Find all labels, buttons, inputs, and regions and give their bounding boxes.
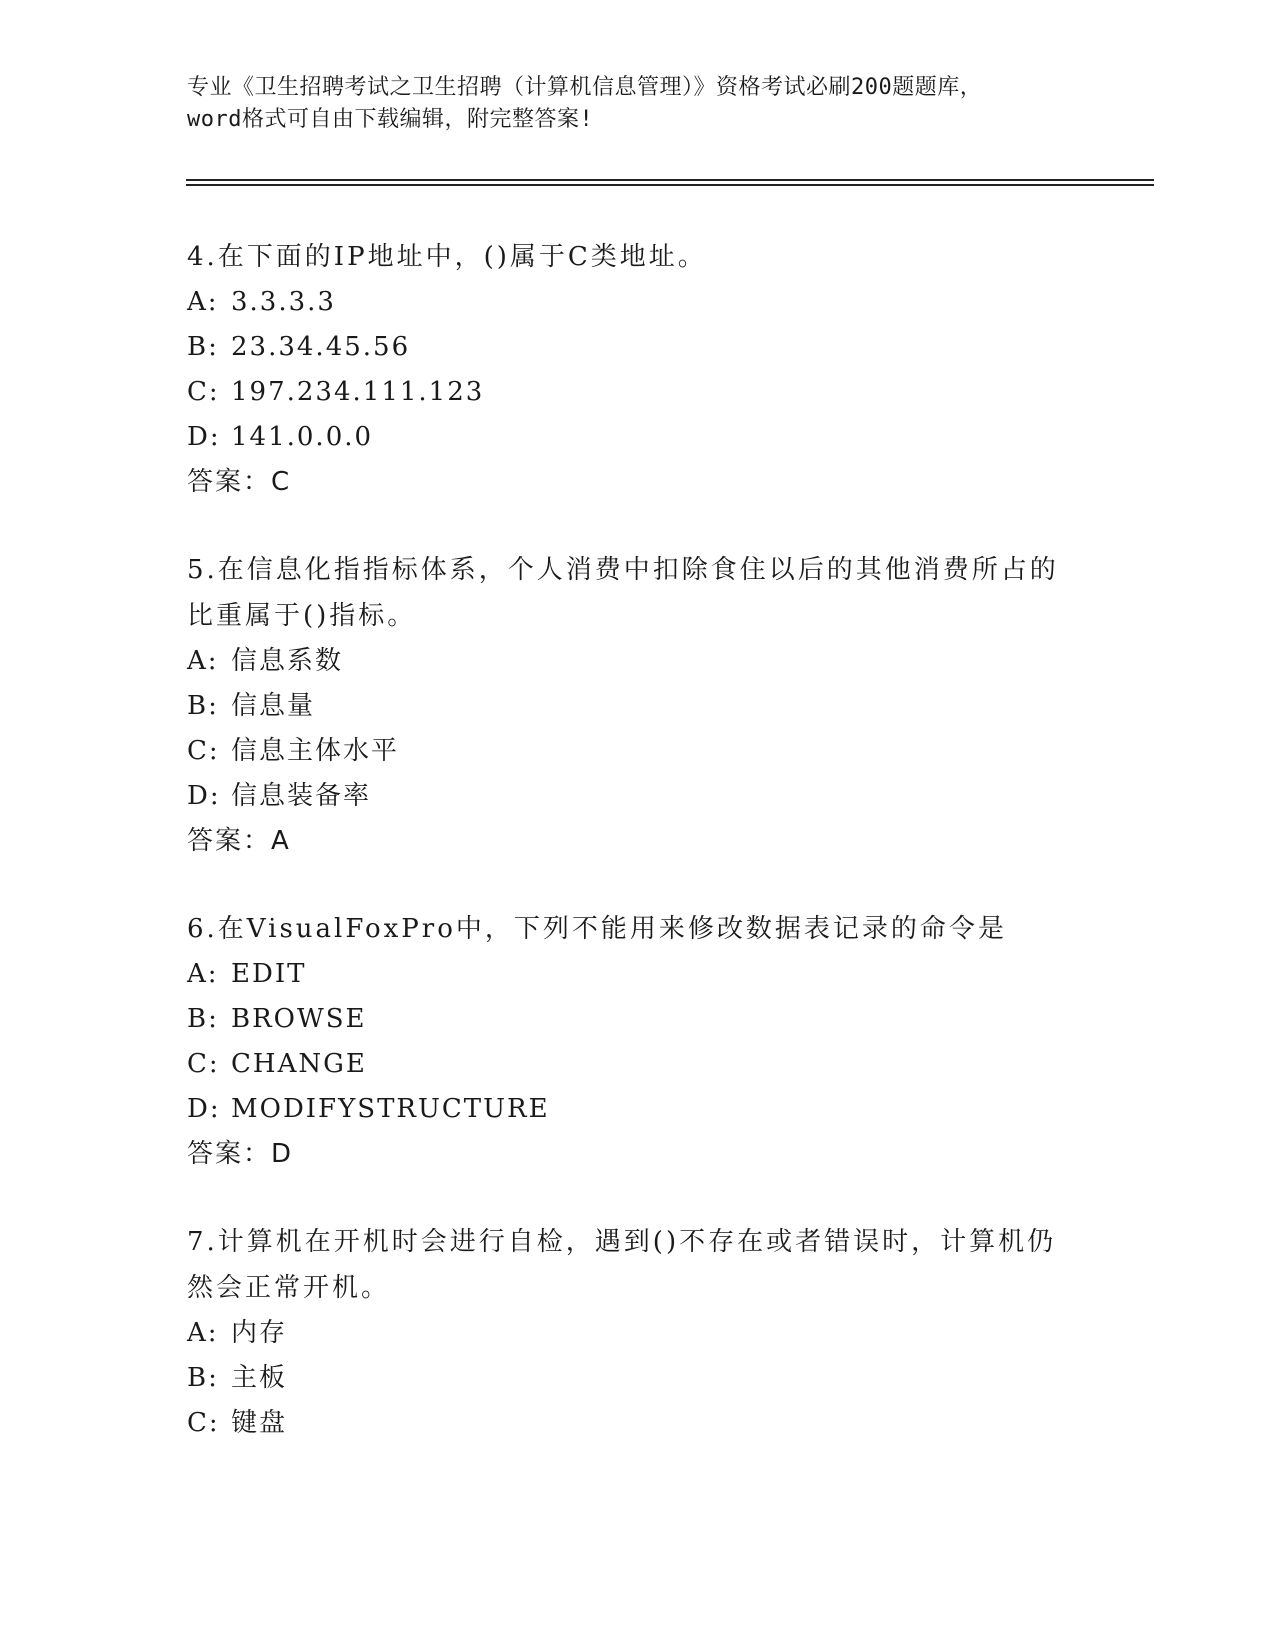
question-block — [187, 547, 1087, 864]
answer-option — [187, 1356, 1087, 1401]
header-divider-top — [186, 179, 1154, 181]
option-text: EDIT — [231, 959, 307, 989]
option-label: C: — [187, 1049, 220, 1079]
option-text: 信息装备率 — [231, 781, 372, 811]
option-text: 主板 — [231, 1363, 288, 1393]
option-label: A: — [187, 646, 219, 676]
option-text: 197.234.111.123 — [231, 377, 485, 407]
option-text: 141.0.0.0 — [231, 422, 374, 452]
option-label: D: — [187, 422, 221, 452]
question-block — [187, 234, 1087, 505]
answer-option — [187, 952, 1087, 997]
header-divider-bottom — [186, 184, 1154, 186]
option-text: 信息量 — [231, 691, 316, 721]
answer-key: 答案：C — [187, 467, 292, 497]
option-text: CHANGE — [231, 1049, 367, 1079]
question-text — [187, 906, 1087, 952]
answer-key: 答案：A — [187, 826, 291, 856]
header-title-line-1: 专业《卫生招聘考试之卫生招聘（计算机信息管理）》资格考试必刷200题题库， — [187, 75, 983, 100]
option-label: A: — [187, 287, 219, 317]
document-header — [187, 72, 1087, 136]
option-label: C: — [187, 377, 220, 407]
option-label: B: — [187, 1363, 219, 1393]
answer-option — [187, 729, 1087, 774]
question-text-line: 4.在下面的IP地址中，()属于C类地址。 — [187, 242, 707, 272]
question-text-line: 比重属于()指标。 — [187, 601, 417, 631]
option-label: C: — [187, 1408, 220, 1438]
option-label: A: — [187, 1318, 219, 1348]
answer-option — [187, 280, 1087, 325]
answer-option — [187, 1401, 1087, 1446]
answer-option — [187, 997, 1087, 1042]
option-label: B: — [187, 691, 219, 721]
answer-option — [187, 325, 1087, 370]
question-text-line: 然会正常开机。 — [187, 1273, 391, 1303]
answer-option — [187, 415, 1087, 460]
answer-option — [187, 639, 1087, 684]
option-label: B: — [187, 332, 219, 362]
question-text-line: 7.计算机在开机时会进行自检，遇到()不存在或者错误时，计算机仍 — [187, 1227, 1057, 1257]
option-label: C: — [187, 736, 220, 766]
answer-key: 答案：D — [187, 1139, 294, 1169]
question-block — [187, 906, 1087, 1177]
option-text: 信息主体水平 — [231, 736, 400, 766]
option-text: BROWSE — [231, 1004, 367, 1034]
answer-option — [187, 1311, 1087, 1356]
answer-option — [187, 774, 1087, 819]
option-label: B: — [187, 1004, 219, 1034]
question-text — [187, 547, 1087, 639]
option-text: MODIFYSTRUCTURE — [231, 1094, 550, 1124]
option-label: D: — [187, 1094, 221, 1124]
question-text-line: 6.在VisualFoxPro中，下列不能用来修改数据表记录的命令是 — [187, 914, 1007, 944]
option-text: 3.3.3.3 — [231, 287, 336, 317]
answer-option — [187, 1042, 1087, 1087]
option-label: D: — [187, 781, 221, 811]
option-text: 键盘 — [231, 1408, 288, 1438]
option-text: 23.34.45.56 — [231, 332, 411, 362]
header-title-line-2: word格式可自由下载编辑，附完整答案! — [187, 107, 594, 132]
option-text: 内存 — [231, 1318, 288, 1348]
question-text — [187, 234, 1087, 280]
question-block — [187, 1219, 1087, 1446]
answer-option — [187, 370, 1087, 415]
question-list — [187, 234, 1087, 1488]
option-text: 信息系数 — [231, 646, 344, 676]
answer-option — [187, 1087, 1087, 1132]
option-label: A: — [187, 959, 219, 989]
answer-option — [187, 684, 1087, 729]
question-text — [187, 1219, 1087, 1311]
question-text-line: 5.在信息化指指标体系，个人消费中扣除食住以后的其他消费所占的 — [187, 555, 1059, 585]
